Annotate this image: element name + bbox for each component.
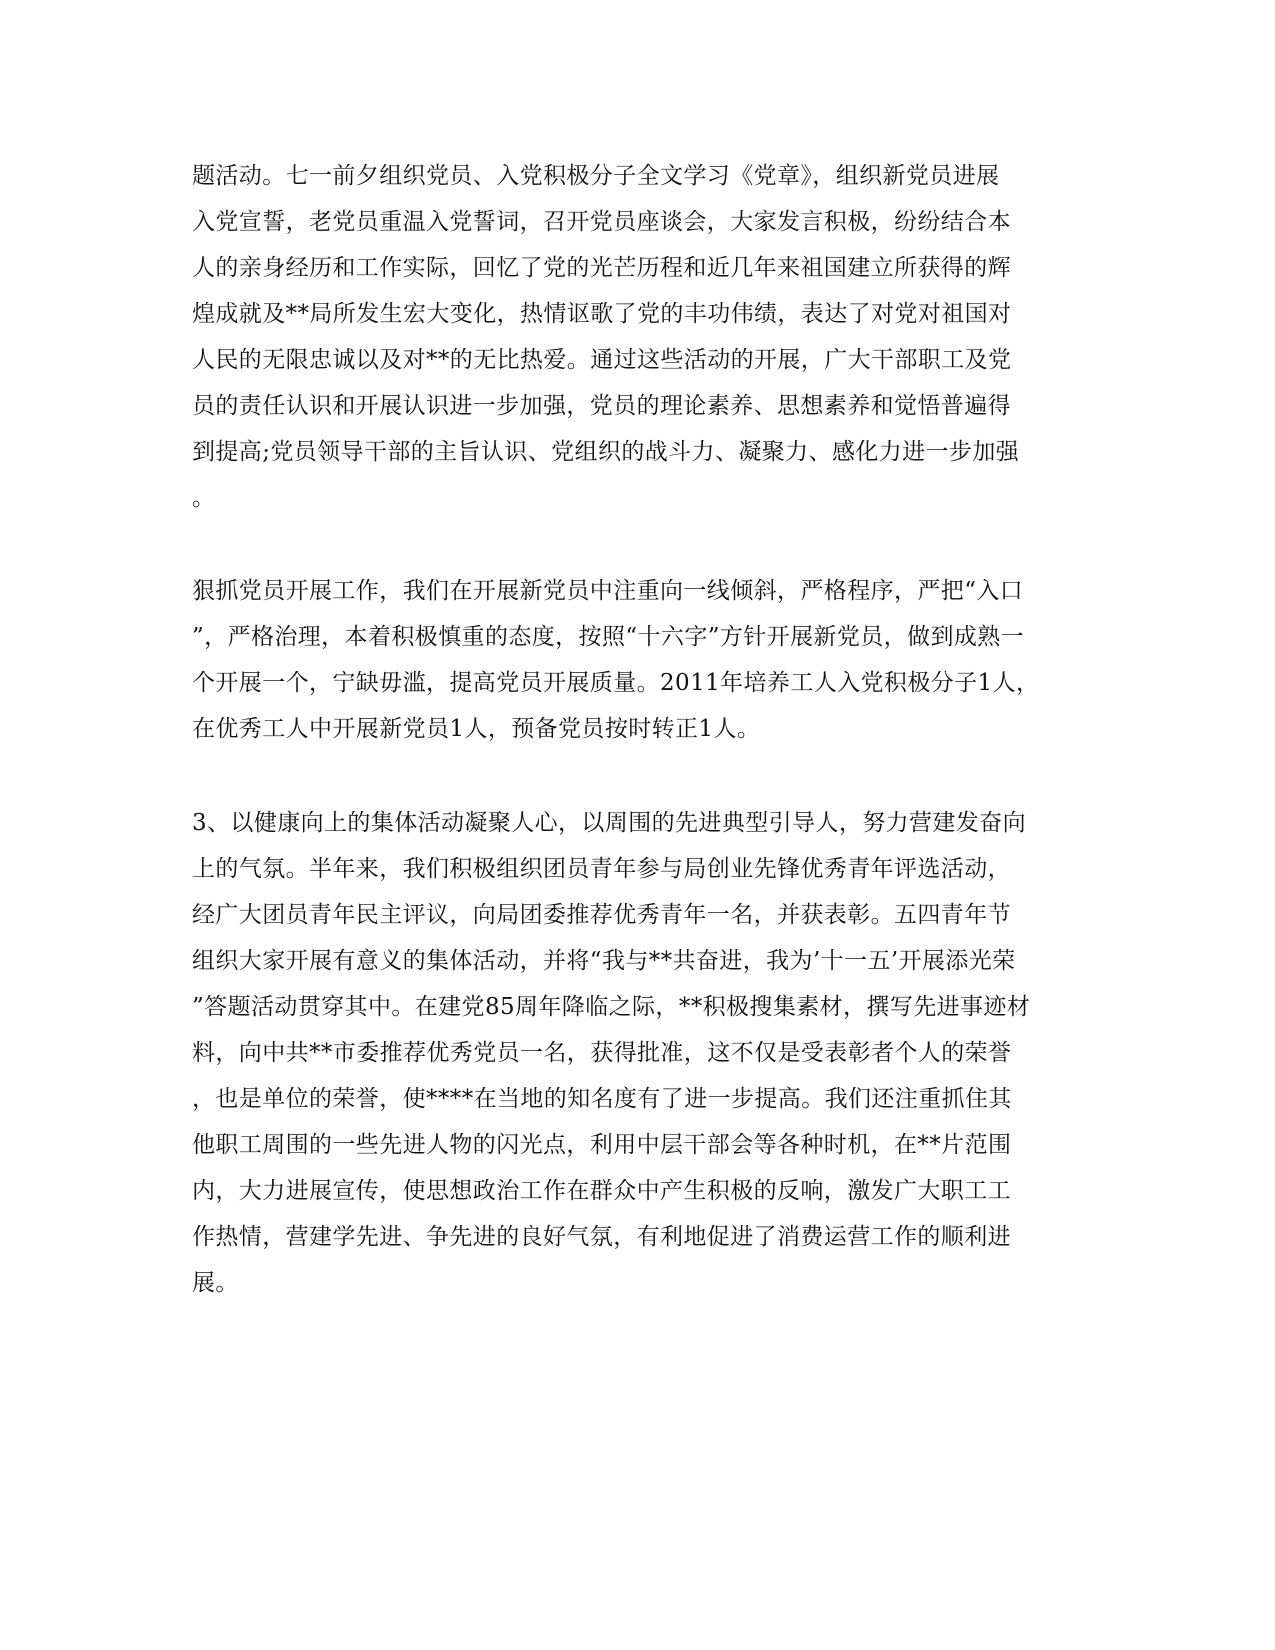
text-line: 人民的无限忠诚以及对**的无比热爱。通过这些活动的开展，广大干部职工及党 [192, 347, 1012, 373]
text-line: 组织大家开展有意义的集体活动，并将“我与**共奋进，我为’十一五’开展添光荣 [192, 948, 1016, 974]
text-line: 经广大团员青年民主评议，向局团委推荐优秀青年一名，并获表彰。五四青年节 [192, 902, 1011, 928]
text-line: 料，向中共**市委推荐优秀党员一名，获得批准，这不仅是受表彰者个人的荣誉 [192, 1040, 1012, 1066]
text-line: ”答题活动贯穿其中。在建党85周年降临之际，**积极搜集素材，撰写先进事迹材 [192, 994, 1031, 1020]
text-line: 3、以健康向上的集体活动凝聚人心，以周围的先进典型引导人，努力营建发奋向 [192, 810, 1027, 836]
text-line: 煌成就及**局所发生宏大变化，热情讴歌了党的丰功伟绩，表达了对党对祖国对 [192, 301, 1012, 327]
text-line: ”，严格治理，本着积极慎重的态度，按照“十六字”方针开展新党员，做到成熟一 [192, 624, 1025, 650]
text-line: 内，大力进展宣传，使思想政治工作在群众中产生积极的反响，激发广大职工工 [192, 1178, 1011, 1204]
text-line: 上的气氛。半年来，我们积极组织团员青年参与局创业先锋优秀青年评选活动， [192, 856, 1011, 882]
text-line: 人的亲身经历和工作实际，回忆了党的光芒历程和近几年来祖国建立所获得的辉 [192, 255, 1011, 281]
text-line: 个开展一个，宁缺毋滥，提高党员开展质量。2011年培养工人入党积极分子1人， [192, 670, 1040, 696]
text-line: 狠抓党员开展工作，我们在开展新党员中注重向一线倾斜，严格程序，严把“入口 [192, 578, 1024, 604]
text-line: 在优秀工人中开展新党员1人，预备党员按时转正1人。 [192, 716, 761, 742]
text-line: 员的责任认识和开展认识进一步加强，党员的理论素养、思想素养和觉悟普遍得 [192, 393, 1011, 419]
text-line: 。 [192, 485, 216, 511]
text-line: 作热情，营建学先进、争先进的良好气氛，有利地促进了消费运营工作的顺利进 [192, 1224, 1011, 1250]
text-line: 展。 [192, 1270, 239, 1296]
text-line: 题活动。七一前夕组织党员、入党积极分子全文学习《党章》，组织新党员进展 [192, 163, 1000, 189]
text-line: ，也是单位的荣誉，使****在当地的知名度有了进一步提高。我们还注重抓住其 [192, 1086, 1012, 1112]
text-line: 入党宣誓，老党员重温入党誓词，召开党员座谈会，大家发言积极，纷纷结合本 [192, 209, 1011, 235]
text-line: 他职工周围的一些先进人物的闪光点，利用中层干部会等各种时机，在**片范围 [192, 1132, 1012, 1158]
text-line: 到提高;党员领导干部的主旨认识、党组织的战斗力、凝聚力、感化力进一步加强 [192, 439, 1020, 465]
